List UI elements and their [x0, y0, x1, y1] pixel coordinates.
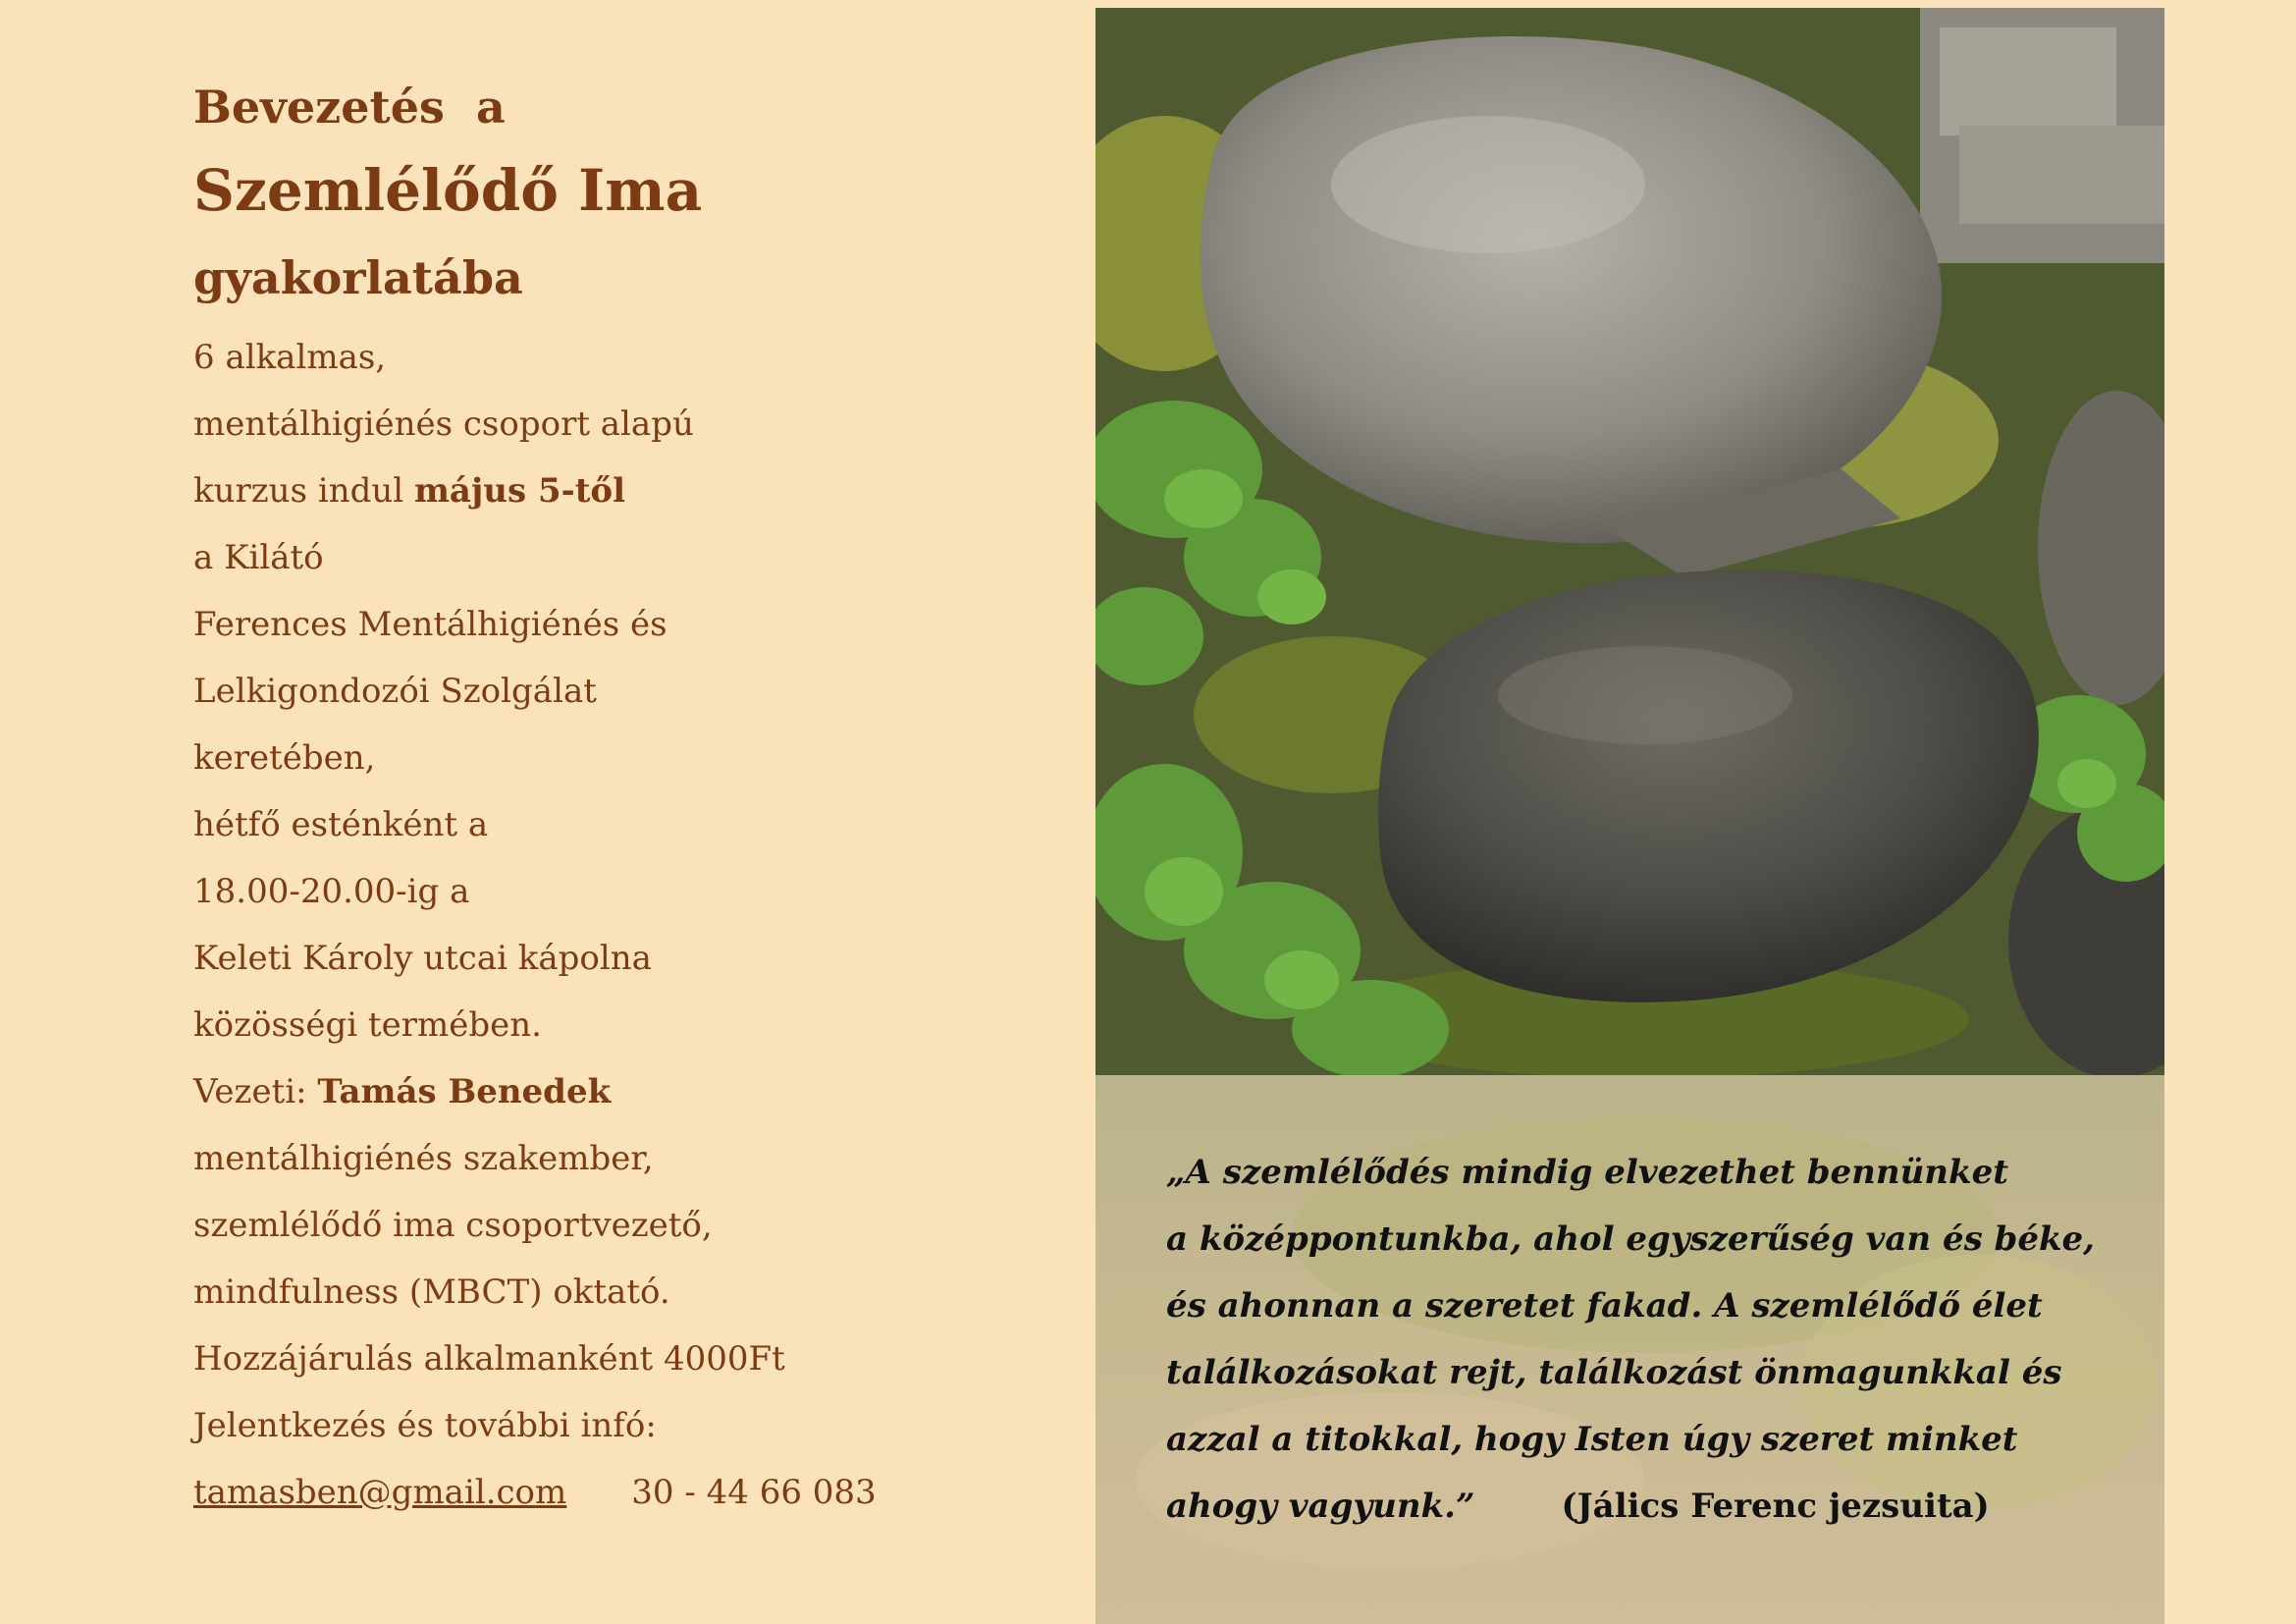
leader-role-2: szemlélődő ima csoportvezető, — [193, 1206, 713, 1245]
quote-line: a középpontunkba, ahol egyszerűség van és béke, — [1166, 1219, 2095, 1259]
email-link[interactable]: tamasben@gmail.com — [193, 1473, 567, 1512]
detail-org-2: Ferences Mentálhigiénés és — [193, 605, 667, 644]
title-subtitle: gyakorlatába — [193, 251, 523, 304]
detail-location-1: Keleti Károly utcai kápolna — [193, 939, 652, 978]
quote-line-end: ahogy vagyunk.” — [1166, 1487, 1475, 1526]
quote-last-line — [1166, 1473, 2128, 1540]
quote-line: és ahonnan a szeretet fakad. A szemlélődő élet — [1166, 1286, 2043, 1326]
quote-line: azzal a titokkal, hogy Isten úgy szeret minket — [1166, 1420, 2018, 1459]
course-details — [193, 324, 877, 1526]
mossy-stones-photo — [1095, 8, 2164, 1624]
title-intro: Bevezetés a — [193, 81, 506, 134]
page-title: Szemlélődő Ima — [193, 157, 703, 224]
detail-start-prefix: kurzus indul — [193, 471, 414, 511]
start-date: május 5-től — [413, 471, 626, 511]
leader-label: Vezeti: — [193, 1072, 318, 1111]
detail-time: 18.00-20.00-ig a — [193, 872, 470, 911]
detail-org-3: Lelkigondozói Szolgálat — [193, 672, 597, 711]
detail-location-2: közösségi termében. — [193, 1005, 542, 1045]
quote-block — [1166, 1139, 2128, 1540]
quote-line: találkozásokat rejt, találkozást önmagunkkal és — [1166, 1353, 2062, 1392]
detail-fee: Hozzájárulás alkalmanként 4000Ft — [193, 1339, 785, 1379]
detail-sessions: 6 alkalmas, — [193, 338, 387, 377]
detail-org-4: keretében, — [193, 738, 376, 778]
quote-attribution: (Jálics Ferenc jezsuita) — [1561, 1487, 1990, 1526]
phone-number: 30 - 44 66 083 — [631, 1473, 877, 1512]
detail-format: mentálhigiénés csoport alapú — [193, 405, 694, 444]
leader-role-1: mentálhigiénés szakember, — [193, 1139, 654, 1178]
detail-start — [193, 458, 877, 524]
leader-role-3: mindfulness (MBCT) oktató. — [193, 1272, 670, 1312]
quote-line: „A szemlélődés mindig elvezethet bennünket — [1166, 1153, 2008, 1192]
flyer-text-column — [193, 0, 1077, 1624]
detail-leader — [193, 1058, 877, 1125]
detail-contact — [193, 1459, 877, 1526]
detail-org-1: a Kilátó — [193, 538, 324, 577]
leader-name: Tamás Benedek — [317, 1072, 612, 1111]
detail-contact-label: Jelentkezés és további infó: — [193, 1406, 657, 1445]
detail-day: hétfő esténként a — [193, 805, 489, 844]
